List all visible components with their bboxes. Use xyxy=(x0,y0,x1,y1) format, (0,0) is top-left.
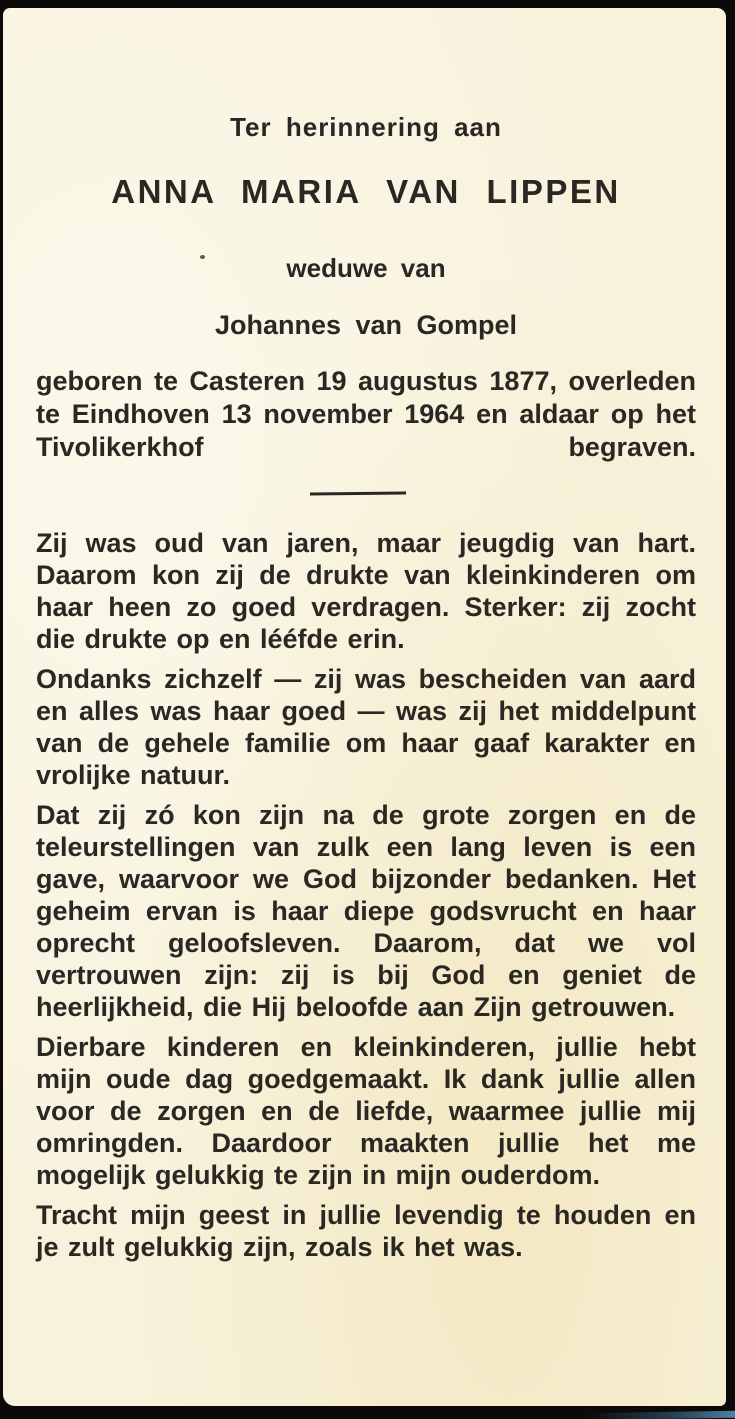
memorial-paragraph: Dierbare kinderen en kleinkinderen, jullie hebt mijn oude dag goedgemaakt. Ik dank jullie allen voor de zorgen en de liefde, waarmee jullie mij omringden. Daardoor maakten jullie het me mogelijk gelukkig te zijn in mijn ouderdom. xyxy=(36,1032,696,1190)
scan-corner-glint xyxy=(585,1411,735,1419)
spouse-name: Johannes van Gompel xyxy=(214,310,518,340)
memorial-paragraph: Tracht mijn geest in jullie levendig te houden en je zult gelukkig zijn, zoals ik het was. xyxy=(36,1200,696,1262)
memorial-card xyxy=(3,8,726,1406)
memorial-paragraph: Zij was oud van jaren, maar jeugdig van hart. Daarom kon zij de drukte van kleinkinderen om haar heen zo goed verdragen. Sterker: zij zocht die drukte op en lééfde erin. xyxy=(36,528,696,654)
memorial-text xyxy=(36,527,696,1263)
scan-speck xyxy=(200,255,205,259)
memorial-paragraph: Dat zij zó kon zijn na de grote zorgen en de teleurstellingen van zulk een lang leven is een gave, waarvoor we God bijzonder bedanken. Het geheim ervan is haar diepe godsvrucht en haar oprecht geloofsleven. Daarom, dat we vol vertrouwen zijn: zij is bij God en geniet de heerlijkheid, die Hij beloofde aan Zijn getrouwen. xyxy=(36,800,696,1022)
deceased-name: ANNA MARIA VAN LIPPEN xyxy=(111,173,621,210)
vital-record: geboren te Casteren 19 augustus 1877, overleden te Eindhoven 13 november 1964 en aldaar op het Tivolikerkhof begraven. xyxy=(36,366,696,462)
memorial-intro: Ter herinnering aan xyxy=(230,112,502,142)
relation-label: weduwe van xyxy=(286,253,446,283)
memorial-paragraph: Ondanks zichzelf — zij was bescheiden van aard en alles was haar goed — was zij het middelpunt van de gehele familie om haar gaaf karakter en vrolijke natuur. xyxy=(36,664,696,790)
section-divider xyxy=(310,491,406,495)
